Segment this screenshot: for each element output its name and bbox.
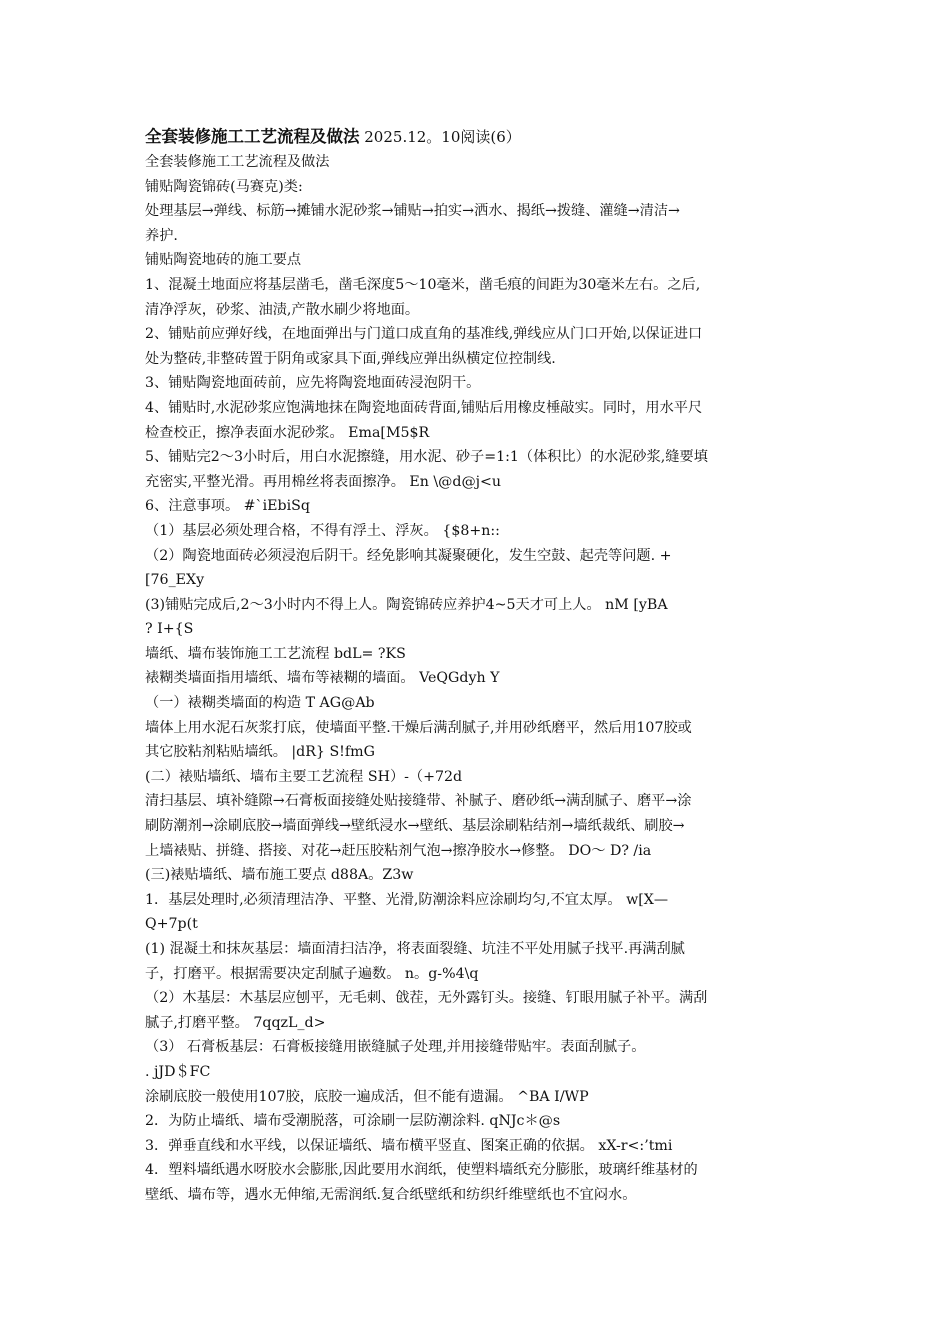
text-line: （2）木基层：木基层应刨平，无毛刺、戗茬，无外露钉头。接缝、钉眼用腻子补平。满刮 <box>145 990 708 1007</box>
text-line: 全套装修施工工艺流程及做法 <box>145 154 330 170</box>
text-line: 6、注意事项。 #`iEbiSq <box>145 498 310 515</box>
text-line: 铺贴陶瓷锦砖(马赛克)类: <box>145 178 303 195</box>
text-line: 墙体上用水泥石灰浆打底，使墙面平整.干燥后满刮腻子,并用砂纸磨平，然后用107胶或 <box>145 719 692 736</box>
title-line <box>145 124 807 150</box>
text-line: 腻子,打磨平整。 7qqzL_d> <box>145 1014 326 1031</box>
text-line: 1、混凝土地面应将基层凿毛，凿毛深度5～10毫米，凿毛痕的间距为30毫米左右。之后, <box>145 276 701 293</box>
text-line: 处理基层→弹线、标筋→摊铺水泥砂浆→铺贴→拍实→洒水、揭纸→拨缝、灌缝→清洁→ <box>145 203 680 220</box>
text-line: 其它胶粘剂粘贴墙纸。 |dR} S!fmG <box>145 744 375 761</box>
text-line: (1) 混凝土和抹灰基层：墙面清扫洁净，将表面裂缝、坑洼不平处用腻子找平.再满刮腻 <box>145 941 685 957</box>
text-line: 裱糊类墙面指用墙纸、墙布等裱糊的墙面。 VeQGdyh Y <box>145 670 500 687</box>
text-line: （一）裱糊类墙面的构造 T AG@Ab <box>145 695 375 712</box>
text-line: 3、铺贴陶瓷地面砖前，应先将陶瓷地面砖浸泡阴干。 <box>145 375 481 392</box>
text-line: (3)铺贴完成后,2～3小时内不得上人。陶瓷锦砖应养护4~5天才可上人。 nM [yBA <box>145 596 668 613</box>
text-line: 清净浮灰，砂浆、油渍,产散水刷少将地面。 <box>145 301 420 318</box>
document-title: 全套装修施工工艺流程及做法 <box>145 127 360 146</box>
text-line: 子，打磨平。根据需要决定刮腻子遍数。 n。g-%4\q <box>145 965 479 982</box>
text-line: Q+7p(t <box>145 916 198 933</box>
text-line: 2．为防止墙纸、墙布受潮脱落，可涂刷一层防潮涂料. qNJc＊@s <box>145 1113 561 1130</box>
text-line: 4．塑料墙纸遇水呀胶水会膨胀,因此要用水润纸，使塑料墙纸充分膨胀，玻璃纤维基材的 <box>145 1162 698 1179</box>
text-line: （3） 石膏板基层：石膏板接缝用嵌缝腻子处理,并用接缝带贴牢。表面刮腻子。 <box>145 1039 646 1056</box>
text-line: 墙纸、墙布装饰施工工艺流程 bdL= ?KS <box>145 645 406 662</box>
text-line: ? I+{S <box>145 621 194 638</box>
text-line: 壁纸、墙布等，遇水无伸缩,无需润纸.复合纸壁纸和纺织纤维壁纸也不宜闷水。 <box>145 1186 637 1203</box>
text-line: 上墙裱贴、拼缝、搭接、对花→赶压胶粘剂气泡→擦净胶水→修整。 DO～ D? /ia <box>145 842 652 859</box>
text-line: (二）裱贴墙纸、墙布主要工艺流程 SH）-（+72d <box>145 768 463 785</box>
text-line: 5、铺贴完2～3小时后，用白水泥擦缝，用水泥、砂子=1:1（体积比）的水泥砂浆,缝要填 <box>145 449 708 466</box>
text-line: 铺贴陶瓷地砖的施工要点 <box>145 252 302 269</box>
text-line: 涂刷底胶一般使用107胶，底胶一遍成活，但不能有遗漏。 ^BA I/WP <box>145 1088 589 1105</box>
text-line: （1）基层必须处理合格，不得有浮土、浮灰。 {$8+n:: <box>145 522 500 539</box>
text-line: 充密实,平整光滑。再用棉丝将表面擦净。 En \@d@j<u <box>145 473 502 490</box>
text-line: 3．弹垂直线和水平线，以保证墙纸、墙布横平竖直、图案正确的依据。 xX-r<:’tmi <box>145 1137 673 1154</box>
text-line: 4、铺贴时,水泥砂浆应饱满地抹在陶瓷地面砖背面,铺贴后用橡皮棰敲实。同时，用水平尺 <box>145 399 703 416</box>
document-meta: 2025.12。10阅读(6） <box>359 128 521 146</box>
text-line: 检查校正，擦净表面水泥砂浆。 Ema[M5$R <box>145 424 430 441</box>
text-line: [76_EXy <box>145 572 205 589</box>
text-line: 2、铺贴前应弹好线，在地面弹出与门道口成直角的基准线,弹线应从门口开始,以保证进口 <box>145 326 703 343</box>
text-line: 养护. <box>145 227 178 244</box>
text-line: . jJD＄FC <box>145 1063 211 1080</box>
text-line: （2）陶瓷地面砖必须浸泡后阴干。经免影响其凝聚硬化，发生空鼓、起壳等问题. + <box>145 547 672 564</box>
text-line: 清扫基层、填补缝隙→石膏板面接缝处贴接缝带、补腻子、磨砂纸→满刮腻子、磨平→涂 <box>145 793 692 810</box>
document-lines <box>145 150 807 1208</box>
document-body <box>145 124 807 1208</box>
text-line: 处为整砖,非整砖置于阴角或家具下面,弹线应弹出纵横定位控制线. <box>145 350 556 367</box>
text-line: (三)裱贴墙纸、墙布施工要点 d88A。Z3w <box>145 867 414 884</box>
text-line: 刷防潮剂→涂刷底胶→墙面弹线→壁纸浸水→壁纸、基层涂刷粘结剂→墙纸裁纸、刷胶→ <box>145 818 685 835</box>
text-line: 1．基层处理时,必须清理洁净、平整、光滑,防潮涂料应涂刷均匀,不宜太厚。 w[X— <box>145 891 669 908</box>
